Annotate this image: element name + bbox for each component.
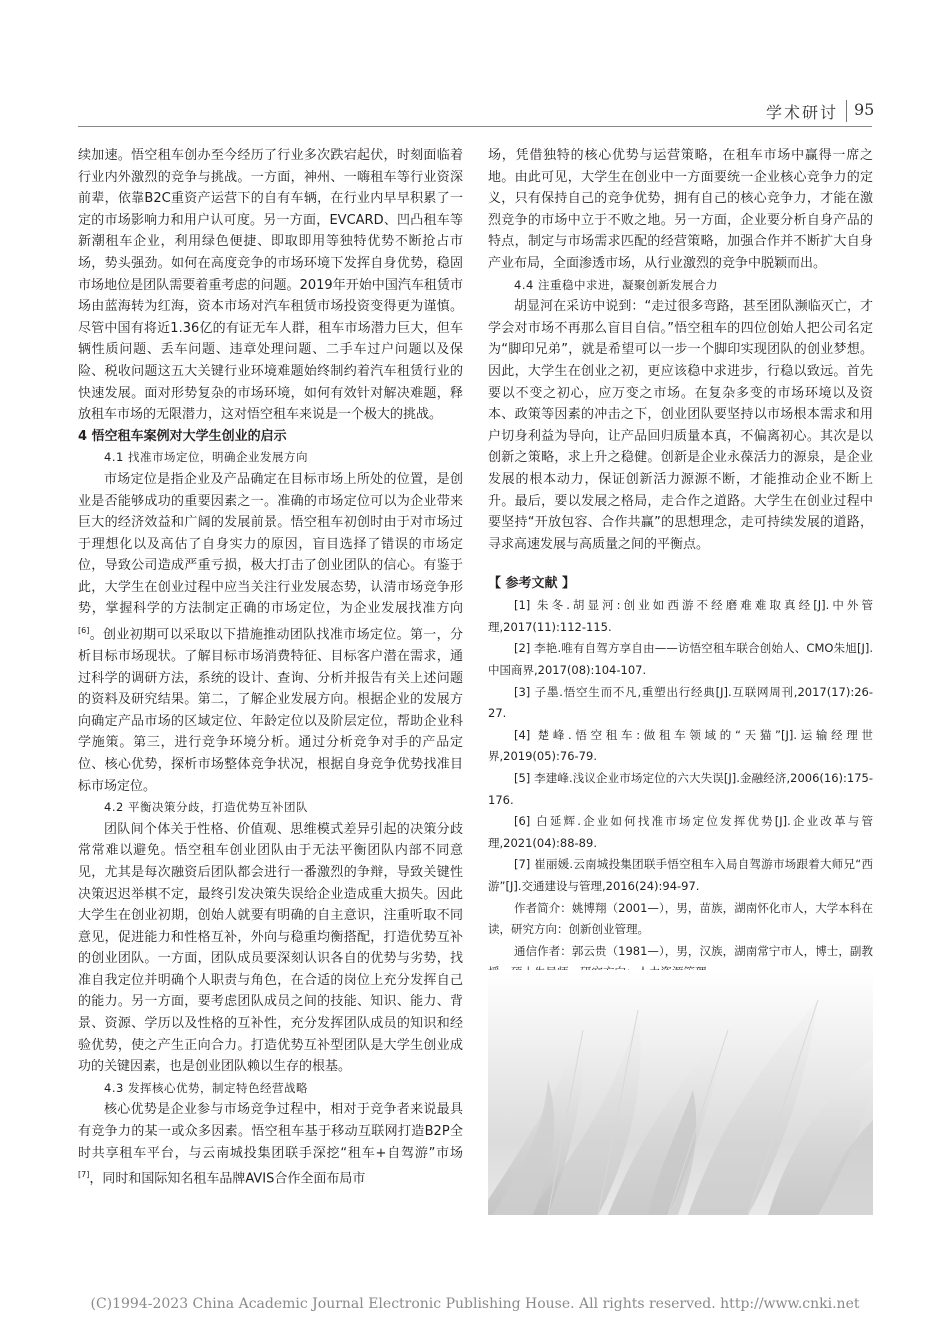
paragraph-text: ，同时和国际知名租车品牌AVIS合作全面布局市 — [89, 1171, 366, 1187]
reference-item: [6] 白延辉.企业如何找准市场定位发挥优势[J].企业改革与管理,2021(04):88-89. — [488, 814, 873, 850]
reference-item: [5] 李建峰.浅议企业市场定位的六大失误[J].金融经济,2006(16):175-176. — [488, 771, 873, 807]
page-header — [0, 88, 950, 128]
paragraph: 续加速。悟空租车创办至今经历了行业多次跌宕起伏，时刻面临着行业内外激烈的竞争与挑战。一方面，神州、一嗨租车等行业资深前辈，依靠B2C重资产运营下的自有车辆，在行业内早早积累了一定的市场影响力和用户认可度。另一方面，EVCARD、凹凸租车等新潮租车企业，利用绿色便捷、即取即用等独特优势不断抢占市场，势头强劲。如何在高度竞争的市场环境下发挥自身优势，稳固市场地位是团队需要着重考虑的问题。2019年开始中国汽车租赁市场由蓝海转为红海，资本市场对汽车租赁市场投资变得更为谨慎。尽管中国有将近1.36亿的有证无车人群，租车市场潜力巨大，但车辆性质问题、丢车问题、违章处理问题、二手车过户问题以及保险、税收问题这五大关键行业环境难题始终制约着汽车租赁行业的快速发展。面对形势复杂的市场环境，如何有效针对解决难题，释放租车市场的无限潜力，这对悟空租车来说是一个极大的挑战。 — [78, 148, 463, 423]
decorative-leaves-photo — [488, 970, 873, 1215]
page-number: 95 — [854, 100, 875, 119]
paragraph — [78, 469, 463, 797]
citation: [6] — [78, 626, 90, 636]
citation: [7] — [78, 1170, 90, 1180]
paragraph: 团队间个体关于性格、价值观、思维模式差异引起的决策分歧常常难以避免。悟空租车创业团队由于无法平衡团队内部不同意见，尤其是每次融资后团队都会进行一番激烈的争辩，导致关键性决策迟迟举棋不定，最终引发决策失误给企业造成重大损失。因此大学生在创业初期，创始人就要有明确的自主意识，注重听取不同意见，促进能力和性格互补，外向与稳重均衡搭配，打造优势互补的创业团队。一方面，团队成员要深刻认识各自的优势与劣势，找准自我定位并明确个人职责与角色，在合适的岗位上充分发挥自己的能力。另一方面，要考虑团队成员之间的技能、知识、能力、背景、资源、学历以及性格的互补性，充分发挥团队成员的知识和经验优势，使之产生正向合力。打造优势互补型团队是大学生创业成功的关键因素，也是创业团队赖以生存的根基。 — [78, 821, 463, 1075]
journal-section-title: 学术研讨 — [765, 103, 838, 122]
paragraph: 场，凭借独特的核心优势与运营策略，在租车市场中赢得一席之地。由此可见，大学生在创业中一方面要统一企业核心竞争力的定义，只有保持自己的竞争优势，拥有自己的核心竞争力，才能在激烈竞争的市场中立于不败之地。另一方面，企业要分析自身产品的特点，制定与市场需求匹配的经营策略，加强合作并不断扩大自身产业布局，全面渗透市场，从行业激烈的竞争中脱颖而出。 — [488, 148, 873, 271]
copyright-footer: (C)1994-2023 China Academic Journal Electronic Publishing House. All rights reserved. http://www.cnki.net — [90, 1296, 860, 1312]
subsection-heading: 4.4 注重稳中求进，凝聚创新发展合力 — [514, 277, 718, 292]
right-column — [488, 145, 873, 984]
author-bio: 作者简介：姚博翔（2001—），男，苗族，湖南怀化市人，大学本科在读，研究方向：创新创业管理。 — [488, 900, 873, 937]
paragraph-text: 核心优势是企业参与市场竞争过程中，相对于竞争者来说最具有竞争力的某一或众多因素。悟空租车基于移动互联网打造B2P全时共享租车平台，与云南城投集团联手深挖“租车+自驾游”市场 — [78, 1102, 463, 1161]
subsection-heading: 4.1 找准市场定位，明确企业发展方向 — [104, 450, 308, 465]
header-separator — [846, 100, 847, 122]
paragraph-text: 。创业初期可以采取以下措施推动团队找准市场定位。第一，分析目标市场现状。了解目标市场消费特征、目标客户潜在需求，通过科学的调研方法，系统的设计、查询、分析并报告有关上述问题的资料及研究结果。第二，了解企业发展方向。根据企业的发展方向确定产品市场的区域定位、年龄定位以及阶层定位，帮助企业科学施策。第三，进行竞争环境分析。通过分析竞争对手的产品定位、核心优势，探析市场整体竞争状况，根据自身竞争优势找准目标市场定位。 — [78, 627, 463, 794]
subsection-heading: 4.3 发挥核心优势，制定特色经营战略 — [104, 1080, 308, 1095]
paragraph-text: 市场定位是指企业及产品确定在目标市场上所处的位置，是创业是否能够成功的重要因素之一。准确的市场定位可以为企业带来巨大的经济效益和广阔的发展前景。悟空租车初创时由于对市场过于理想化以及高估了自身实力的原因，盲目选择了错误的市场定位，导致公司造成严重亏损，极大打击了创业团队的信心。有鉴于此，大学生在创业过程中应当关注行业发展态势，认清市场竞争形势，掌握科学的方法制定正确的市场定位，为企业发展找准方向 — [78, 471, 463, 617]
corresponding-author: 通信作者：郭云贵（1981—），男，汉族，湖南常宁市人，博士，副教 — [514, 943, 873, 958]
leaves-illustration — [488, 970, 873, 1215]
reference-item: [2] 李艳.唯有自驾方享自由——访悟空租车联合创始人、CMO朱旭[J].中国商界,2017(08):104-107. — [488, 641, 873, 678]
section-heading: 4 悟空租车案例对大学生创业的启示 — [78, 428, 287, 444]
references-title: 【 参考文献 】 — [488, 576, 576, 592]
reference-item: [3] 子墨.悟空生而不凡,重塑出行经典[J].互联网周刊,2017(17):26-27. — [488, 684, 873, 721]
header-rule — [78, 126, 872, 127]
left-column — [78, 145, 463, 1190]
subsection-heading: 4.2 平衡决策分歧，打造优势互补团队 — [104, 800, 308, 815]
paragraph — [78, 1099, 463, 1190]
reference-item: [7] 崔丽媛.云南城投集团联手悟空租车入局自驾游市场跟着大师兄“西游”[J].交通建设与管理,2016(24):94-97. — [488, 857, 873, 893]
reference-item: [4] 楚峰.悟空租车:做租车领域的“天猫”[J].运输经理世界,2019(05):76-79. — [488, 727, 873, 764]
reference-item: [1] 朱冬.胡显河:创业如西游不经磨难难取真经[J].中外管理,2017(11):112-115. — [488, 598, 873, 634]
paragraph: 胡显河在采访中说到：“走过很多弯路，甚至团队濒临灭亡，才学会对市场不再那么盲目自信。”悟空租车的四位创始人把公司名定为“脚印兄弟”，就是希望可以一步一个脚印实现团队的创业梦想。因此，大学生在创业之初，更应该稳中求进步，行稳以致远。首先要以不变之初心，应万变之市场。在复杂多变的市场环境以及资本、政策等因素的冲击之下，创业团队要坚持以市场根本需求和用户切身利益为导向，让产品回归质量本真，不偏离初心。其次是以创新之策略，求上升之稳健。创新是企业永葆活力的源泉，是企业发展的根本动力，保证创新活力源源不断，才能推动企业不断上升。最后，要以发展之格局，走合作之道路。大学生在创业过程中要坚持“开放包容、合作共赢”的思想理念，走可持续发展的道路，寻求高速发展与高质量之间的平衡点。 — [488, 299, 873, 552]
